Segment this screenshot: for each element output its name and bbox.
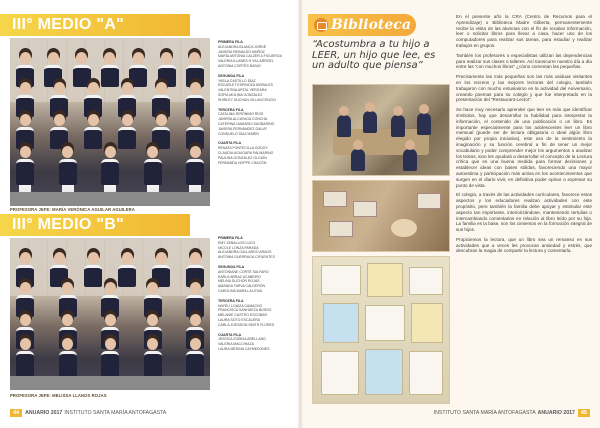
class-a-name-list xyxy=(218,40,298,170)
section-banner xyxy=(308,14,416,36)
student-name: CAROLINA MARILLA LEIVA xyxy=(218,288,263,293)
class-a-section xyxy=(0,8,300,212)
class-b-row-3 xyxy=(218,299,298,328)
group-title: CUARTA FILA xyxy=(218,141,242,146)
student-name: SHIRLEY DUCHAN VILLAVICENCIO xyxy=(218,97,277,102)
class-a-row-3 xyxy=(218,108,298,137)
yearbook-label: ANUARIO 2017 xyxy=(25,410,63,416)
article-body xyxy=(456,14,592,258)
class-b-row-2 xyxy=(218,265,298,294)
student-name: CONSUELO DÍAZ MARÍN xyxy=(218,131,259,136)
class-b-name-list xyxy=(218,236,298,357)
class-a-row-4 xyxy=(218,141,298,165)
right-page-footer xyxy=(434,409,590,417)
student-name: VALERIA MACCHIAZA xyxy=(218,342,254,347)
student-name: LAURA MEDINA CAYMEDONES xyxy=(218,346,270,351)
paragraph: El colegio, a través de las actividades curriculares, favorece estos aspectos y los educadores realizan actividades con este propósito, pero también la familia debe apoyar y estimular este aspecto tan importante, interiorizándose, manteniendo tertulias o intercambiando comentarios en relación al libro leído por su hija. La familia es la base, son los cimientos en la formación integral de sus hijos. xyxy=(456,192,592,233)
student-name: ANTONIA GUERRAGA CIFUENTES xyxy=(218,255,275,260)
student-name: FERNANDA HOPPE CHACÓN xyxy=(218,160,267,165)
school-name: INSTITUTO SANTA MARÍA ANTOFAGASTA xyxy=(433,410,536,416)
class-a-row-1 xyxy=(218,40,298,69)
student-name: KARLA ARRAZ ACABEIRO xyxy=(218,274,261,279)
group-title: TERCERA FILA xyxy=(218,298,244,303)
student-name: VALENTINA ARTAL VERGARA xyxy=(218,88,267,93)
student-name: LAURA SOTO ESCALERA xyxy=(218,317,260,322)
group-title: SEGUNDA FILA xyxy=(218,73,245,78)
group-title: TERCERA FILA xyxy=(218,107,244,112)
student-name: RENATA FONTECILLA GODOY xyxy=(218,146,268,151)
class-a-group-photo xyxy=(10,38,210,206)
class-a-photo-credit: PROFESORA JEFE: MARÍA VERÓNICA AGUILAR AGUILERA xyxy=(10,207,135,212)
student-name: EMY ZEBALLOS LUCO xyxy=(218,240,256,245)
student-name: NAYELI LOAIZA CAMACHO xyxy=(218,303,263,308)
class-b-row-1 xyxy=(218,236,298,260)
class-b-section xyxy=(0,212,300,406)
yearbook-label: ANUARIO 2017 xyxy=(537,410,575,416)
page-number: 45 xyxy=(578,409,590,417)
class-b-row-4 xyxy=(218,333,298,352)
pull-quote: “Acostumbra a tu hijo a LEER, un hijo que lee, es un adulto que piensa” xyxy=(312,39,436,71)
student-name: CATERINA GAMARDI SAGBARINO xyxy=(218,121,275,126)
paragraph: Propiciemos la lectura, que un libro sea un remanso en sus actividades que a veces les provocan ansiedad y estrés, que descubran la magia de compartir la lectura y comentarla. xyxy=(456,236,592,254)
student-name: MELINA SUCHOR ROJAS xyxy=(218,279,260,284)
school-name: INSTITUTO SANTA MARÍA ANTOFAGASTA xyxy=(64,410,167,416)
page-number: 44 xyxy=(10,409,22,417)
paragraph: También los profesores o especialistas utilizan las dependencias para realizar sus clases o talleres. Así transcurre nuestro día a día entre las “con muchos libros” ¿cómo comentan las pequeñas. xyxy=(456,52,592,70)
student-name: ANTONIA CORTÉS BASAY xyxy=(218,63,262,68)
student-name: JESSICA ZÚÑIGA ARELLANO xyxy=(218,337,266,342)
student-name: MELANIE CASTRO ESCOBAR xyxy=(218,313,268,318)
group-title: PRIMERA FILA xyxy=(218,236,243,240)
student-name: VALERIA ILLANES H VILLARROEL xyxy=(218,59,274,64)
group-title: CUARTA FILA xyxy=(218,332,242,337)
student-name: CARLA JODSSON SMITH FLORES xyxy=(218,322,275,327)
class-b-photo-credit: PROFESORA JEFE: MELISSA LLANOS ROJAS xyxy=(10,393,107,398)
student-name: JAVIERA FERNÁNDEZ GALVE xyxy=(218,126,267,131)
student-name: FRANCISCA SANHUEZA BOSSO xyxy=(218,308,272,313)
student-name: ANTONIANE CORTÉ SALFARO xyxy=(218,269,269,274)
student-name: ALEJANDRA GALLARDO ARAOS xyxy=(218,250,272,255)
section-title: Biblioteca xyxy=(331,17,411,33)
student-name: MARÍA ANTONIA CALZER A FIGUEROA xyxy=(218,54,282,59)
library-photo-students xyxy=(312,84,450,176)
student-name: JAVIERA ALCAYAGA CONCHA xyxy=(218,117,268,122)
student-name: AMANDA TARVA CALDERÓN xyxy=(218,284,266,289)
student-name: ALEJANDRA BLANCA JORDÉ xyxy=(218,44,267,49)
student-name: NICOLE LONZA PARADA xyxy=(218,245,259,250)
class-b-group-photo xyxy=(10,238,210,390)
right-page xyxy=(300,0,600,428)
student-name: YASLA CASTILLO DÍAZ xyxy=(218,78,256,83)
student-name: PAULINA GONZÁLEZ OLGUÍN xyxy=(218,155,267,160)
student-name: CATALINA JERÓNIMO RÍOS xyxy=(218,112,264,117)
book-icon xyxy=(314,18,328,32)
student-name: JAVIERA REINALDO MUÑOZ xyxy=(218,49,265,54)
group-title: SEGUNDA FILA xyxy=(218,264,245,269)
student-name: CLAUDIA AGUIGARA PALMARINO xyxy=(218,150,274,155)
library-photo-posters xyxy=(312,256,450,404)
student-name: ESCARLET ESPINOZA MORALES xyxy=(218,83,273,88)
left-page-footer xyxy=(10,409,166,417)
paragraph: En el presente año la CRA (Centro de Recursos para el Aprendizaje) o Biblioteca Madre Gilberta, permanentemente recibe la visita de las alumnas con el fin de recabar información, leer o solicitar libros para llevar a casa, hacer uso de los computadores para realizar sus tareas, para estudiar y realizar trabajos en grupos. xyxy=(456,14,592,48)
group-title: PRIMERA FILA xyxy=(218,40,243,44)
class-a-title: III° MEDIO "A" xyxy=(0,14,190,36)
paragraph: Precisamente las más pequeñas son las más asiduas visitantes en los recreos y las mejores lectoras del colegio, también trabajaron con mucho entusiasmo en la actividad del Aniversario, creando poemas para su colegio y que fue interpretado en la presentación del “Restaurant-Lector”. xyxy=(456,74,592,103)
class-b-title: III° MEDIO "B" xyxy=(0,214,190,236)
class-a-row-2 xyxy=(218,74,298,103)
paragraph: Se hace muy necesario aprender que leer es más que identificar símbolos, hay que desarrollar la habilidad para interpretar la información, el contenido de una publicación o un libro. Es importante especialmente para los adolescentes leer un libro mensual (puede ser de lectura obligatoria o ideal algún libro elegido por propia iniciativa), este uso de la sentimiento la imaginación y su función cerebral a fin de tener un mejor vocabulario y poder comprender mejor los argumentos o analizar los textos, sino les ayudará a desarrollar el concepto de la Lectura crítica que es una buena medida para formar decisiones y establecer ideas con bases sólidas, favoreciendo una mayor autoestima y participación más activa en los acontecimientos que surgen en el diario vivir, en definitiva poder opinar o expresar su punto de vista. xyxy=(456,107,592,188)
page-gutter xyxy=(297,0,303,428)
library-photo-books xyxy=(312,180,450,252)
student-name: SOFÍA MOLINA GONZÁLEZ xyxy=(218,92,263,97)
